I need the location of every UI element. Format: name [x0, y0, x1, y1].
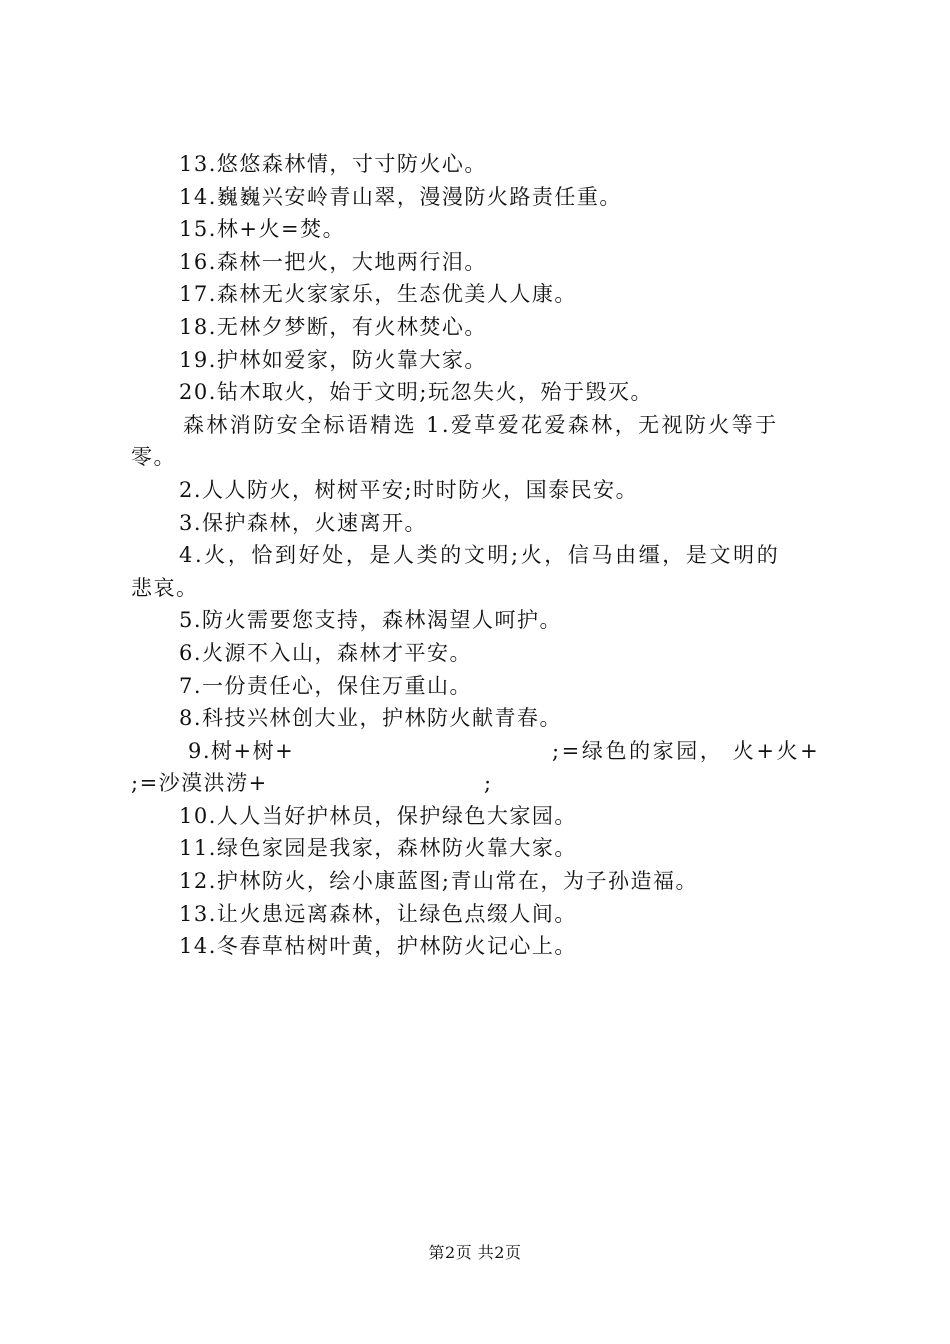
section-heading: 森林消防安全标语精选 1.爱草爱花爱森林，无视防火等于	[183, 412, 779, 437]
slogan-line: 12.护林防火，绘小康蓝图;青山常在，为子孙造福。	[179, 869, 698, 894]
slogan-fragment: 9.树+树+	[188, 738, 295, 763]
slogan-line: 17.森林无火家家乐，生态优美人人康。	[179, 282, 577, 307]
slogan-fragment: ;=绿色的家园， 火+火+	[552, 738, 821, 763]
slogan-line: 15.林+火=焚。	[179, 217, 346, 242]
slogan-line: 13.悠悠森林情，寸寸防火心。	[179, 152, 487, 176]
slogan-line: 11.绿色家园是我家，森林防火靠大家。	[179, 836, 577, 861]
page-number-footer: 第2页 共2页	[428, 1243, 522, 1262]
slogan-line: 6.火源不入山，森林才平安。	[179, 640, 473, 665]
slogan-fragment: ;=沙漠洪涝+	[131, 771, 268, 796]
document-body	[131, 148, 831, 963]
slogan-line: 18.无林夕梦断，有火林焚心。	[179, 314, 487, 339]
slogan-line: 10.人人当好护林员，保护绿色大家园。	[179, 803, 577, 828]
slogan-line: 7.一份责任心，保住万重山。	[179, 673, 473, 698]
slogan-line: 20.钻木取火，始于文明;玩忽失火，殆于毁灭。	[179, 380, 653, 405]
slogan-line: 3.保护森林，火速离开。	[179, 510, 428, 535]
slogan-line: 2.人人防火，树树平安;时时防火，国泰民安。	[179, 477, 639, 502]
slogan-fragment: ;	[484, 771, 493, 796]
slogan-line: 16.森林一把火，大地两行泪。	[179, 249, 487, 274]
slogan-line: 5.防火需要您支持，森林渴望人呵护。	[179, 608, 563, 633]
slogan-line-with-blanks	[131, 735, 831, 768]
slogan-line: 4.火，恰到好处，是人类的文明;火，信马由缰，是文明的	[179, 543, 781, 568]
slogan-line: 19.护林如爱家，防火靠大家。	[179, 347, 487, 372]
slogan-line: 14.冬春草枯树叶黄，护林防火记心上。	[179, 934, 577, 959]
slogan-line-with-blanks	[131, 767, 831, 800]
slogan-line: 14.巍巍兴安岭青山翠，漫漫防火路责任重。	[179, 184, 622, 209]
slogan-line: 13.让火患远离森林，让绿色点缀人间。	[179, 901, 577, 926]
slogan-line: 8.科技兴林创大业，护林防火献青春。	[179, 706, 563, 731]
section-heading-continuation: 零。	[131, 445, 176, 470]
slogan-line-continuation: 悲哀。	[131, 575, 199, 600]
